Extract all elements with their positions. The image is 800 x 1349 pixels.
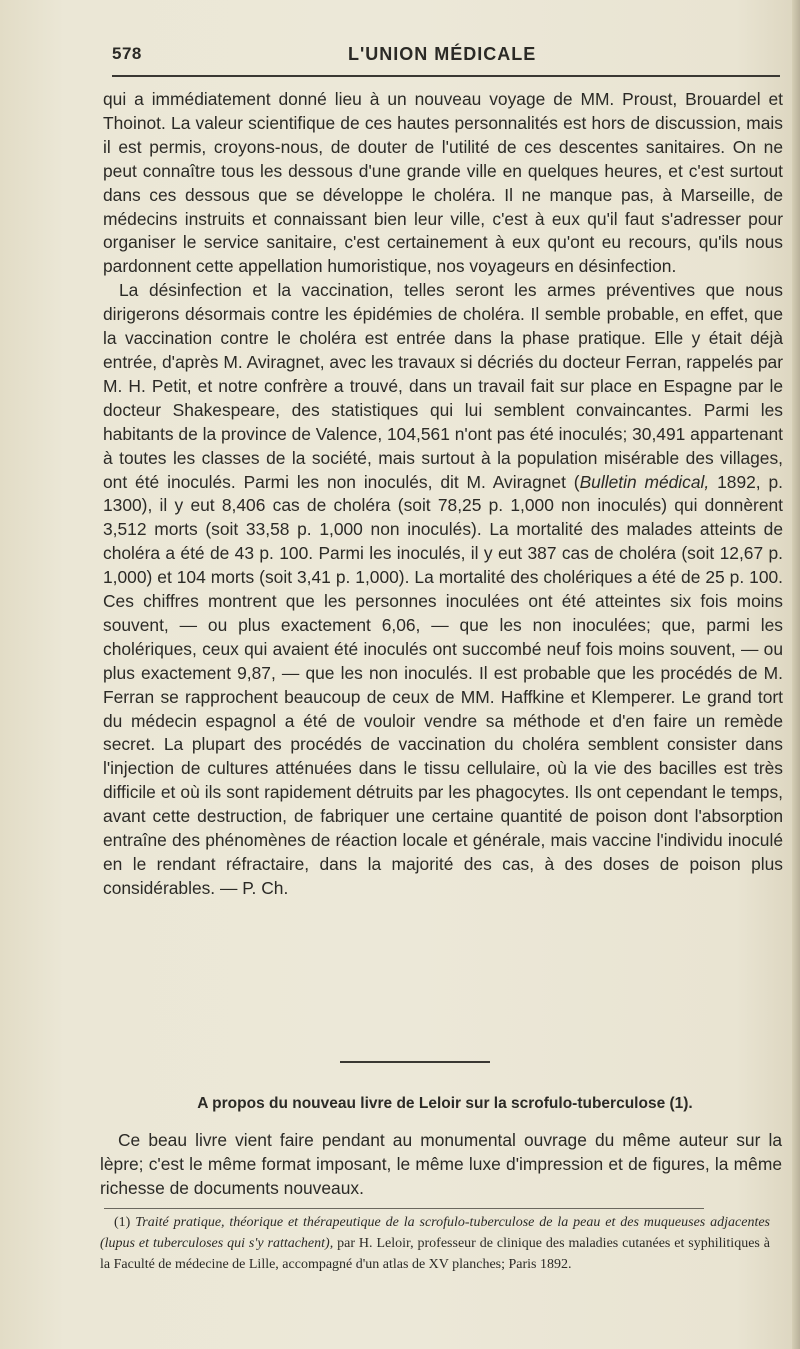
section-title: A propos du nouveau livre de Leloir sur la scrofulo-tuberculose (1). — [197, 1095, 693, 1112]
footnote-book-title: Traité pratique, théorique et thérapeutique de la scrofulo-tuberculose de la peau et des muqueuses adjacentes (lupus et tuberculoses qui s'y rattachent), — [100, 1215, 771, 1251]
running-head: L'UNION MÉDICALE — [348, 44, 537, 64]
footnote-marker: (1) — [114, 1215, 136, 1230]
article-body — [103, 88, 783, 901]
paragraph-2-part-a: La désinfection et la vaccination, telles seront les armes préventives que nous dirigerons désormais contre les épidémies de choléra. Il semble probable, en effet, que la vaccination contre le choléra est entrée dans la phase pratique. Elle y était déjà entrée, d'après M. Aviragnet, avec les travaux si décriés du docteur Ferran, rappelés par M. H. Petit, et notre confrère a trouvé, dans un travail fait sur place en Espagne par le docteur Shakespeare, des statistiques qui lui semblent convaincantes. Parmi les habitants de la province de Valence, 104,561 n'ont pas été inoculés; 30,491 appartenant à toutes les classes de la société, mais surtout à la population misérable des villages, ont été inoculés. Parmi les non inoculés, dit M. Aviragnet ( — [103, 280, 783, 492]
footnote-rule — [104, 1208, 704, 1209]
paragraph-2-part-b: 1892, p. 1300), il y eut 8,406 cas de choléra (soit 78,25 p. 1,000 non inoculés) qui donnèrent 3,512 morts (soit 33,58 p. 1,000 non inoculés). La mortalité des malades atteints de choléra a été de 43 p. 100. Parmi les inoculés, il y eut 387 cas de choléra (soit 12,67 p. 1,000) et 104 morts (soit 3,41 p. 1,000). La mortalité des cholériques a été de 25 p. 100. Ces chiffres montrent que les personnes inoculées ont été atteintes six fois moins souvent, — ou plus exactement 6,06, — que les non inoculées; que, parmi les cholériques, ceux qui avaient été inoculés ont succombé neuf fois moins souvent, — ou plus exactement 9,87, — que les non inoculés. Il est probable que les procédés de M. Ferran se rapprochent beaucoup de ceux de MM. Haffkine et Klemperer. Le grand tort du médecin espagnol a été de vouloir vendre sa méthode et d'en faire un remède secret. La plupart des procédés de vaccination du choléra semblent consister dans l'injection de cultures atténuées dans le tissu cellulaire, où la vie des bacilles est très difficile et où ils sont rapidement détruits par les phagocytes. Ils ont cependant le temps, avant cette destruction, de fabriquer une certaine quantité de poison dont l'absorption entraîne des phénomènes de réaction locale et générale, mais vaccine l'individu inoculé en le rendant réfractaire, dans la majorité des cas, à des doses de poison plus considérables. — P. Ch. — [103, 471, 783, 898]
section-paragraph: Ce beau livre vient faire pendant au monumental ouvrage du même auteur sur la lèpre; c'est le même format imposant, le même luxe d'impression et de figures, la même richesse de documents nouveaux. — [100, 1130, 782, 1198]
page-edge-shadow — [792, 0, 800, 1349]
header-rule — [112, 75, 780, 77]
page-number: 578 — [112, 44, 142, 63]
footnote-details: par H. Leloir, professeur de clinique des maladies cutanées et syphilitiques à la Faculté de médecine de Lille, accompagné d'un atlas de XV planches; Paris 1892. — [100, 1236, 770, 1272]
section-separator — [340, 1061, 490, 1063]
section-body — [100, 1128, 782, 1200]
footnote — [100, 1212, 770, 1275]
page-header — [104, 40, 780, 70]
paragraph-1: qui a immédiatement donné lieu à un nouveau voyage de MM. Proust, Brouardel et Thoinot. La valeur scientifique de ces hautes personnalités est hors de discussion, mais il est permis, croyons-nous, de douter de l'utilité de ces descentes sanitaires. On ne peut connaître tous les dessous d'une grande ville en quelques heures, et c'est surtout dans ces dessous que se développe le choléra. Il ne manque pas, à Marseille, de médecins instruits et connaissant bien leur ville, c'est à eux qu'il faut s'adresser pour organiser le service sanitaire, c'est certainement à eux qu'ont eu recours, qu'ils nous pardonnent cette appellation humoristique, nos voyageurs en désinfection. — [103, 89, 783, 277]
citation-title: Bulletin médical, — [579, 471, 710, 492]
paragraph-2 — [103, 279, 783, 901]
